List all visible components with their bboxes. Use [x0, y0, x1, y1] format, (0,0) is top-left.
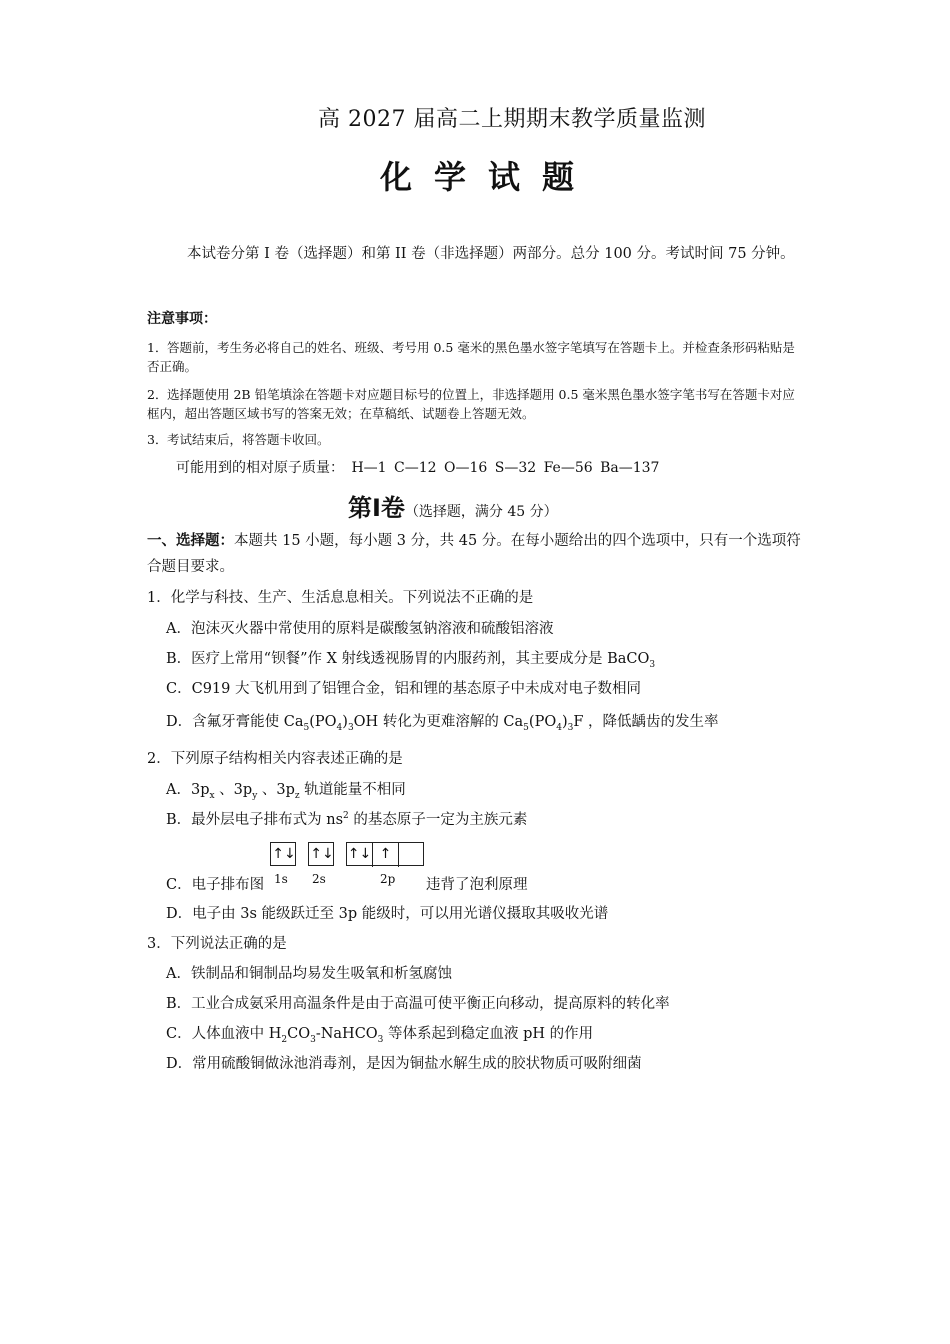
part1-label: 第Ⅰ卷: [348, 494, 405, 522]
q3-stem: 3．下列说法正确的是: [147, 936, 287, 952]
q1-option-b-text: B．医疗上常用“钡餐”作 X 射线透视肠胃的内服药剂，其主要成分是 BaCO: [166, 651, 650, 667]
subscript: y: [252, 790, 258, 801]
q1-option-a: A．泡沫灭火器中常使用的原料是碳酸氢钠溶液和硫酸铝溶液: [166, 621, 554, 637]
formula-part: -NaHCO: [315, 1026, 378, 1042]
orbital-label-2p: 2p: [380, 872, 396, 886]
subscript: 3: [649, 659, 656, 670]
subscript: 3: [567, 722, 574, 733]
notice-item-text: 考试结束后，将答题卡收回。: [167, 432, 330, 447]
q3-option-b: B．工业合成氨采用高温条件是由于高温可使平衡正向移动，提高原料的转化率: [166, 996, 670, 1012]
notice-item: [147, 430, 807, 449]
orbital-label-1s: 1s: [274, 872, 288, 886]
superscript: 2: [343, 811, 349, 822]
q2-option-c: C．电子排布图: [166, 877, 265, 893]
q3-option-c-text: C．人体血液中 H: [166, 1026, 282, 1042]
subscript: 3: [377, 1034, 384, 1045]
subject-title: 化学试题: [380, 158, 597, 196]
orbital-label-2s: 2s: [312, 872, 326, 886]
orbital-box-1s: [270, 842, 296, 866]
formula-part: CO: [287, 1026, 311, 1042]
q1-stem: 1．化学与科技、生产、生活息息相关。下列说法不正确的是: [147, 590, 534, 606]
subscript: 4: [336, 722, 343, 733]
orbital-box-2p: [346, 842, 424, 866]
formula-part: ): [561, 714, 568, 730]
q1-option-d-text: OH 转化为更难溶解的 Ca: [353, 714, 524, 730]
q2-option-a-text: 、3p: [214, 782, 253, 798]
part1-desc: （选择题，满分 45 分）: [404, 504, 558, 520]
notice-item: [147, 338, 807, 376]
q2-stem: 2．下列原子结构相关内容表述正确的是: [147, 751, 403, 767]
notice-item-text: 答题前，考生务必将自己的姓名、班级、考号用 0.5 毫米的黑色墨水签字笔填写在答题卡上。并检查条形码粘贴是否正确。: [147, 340, 795, 374]
subscript: 4: [556, 722, 562, 733]
orbital-cell: [399, 843, 425, 867]
q3-option-a: A．铁制品和铜制品均易发生吸氧和析氢腐蚀: [166, 966, 452, 982]
q2-option-a-text: A．3p: [166, 782, 210, 798]
formula-part: (PO: [528, 714, 557, 730]
section1-instructions: [147, 528, 807, 580]
q3-option-c-text: 等体系起到稳定血液 pH 的作用: [383, 1026, 594, 1042]
orbital-cell: ↑↓: [347, 843, 373, 867]
q2-option-b: [166, 808, 527, 829]
section1-text: 本题共 15 小题，每小题 3 分，共 45 分。在每小题给出的四个选项中，只有一个选项符合题目要求。: [147, 533, 801, 575]
q1-option-d: [166, 710, 719, 733]
orbital-cell: ↑↓: [272, 846, 296, 862]
formula-part: ): [342, 714, 348, 730]
notice-item-number: 2．: [147, 387, 168, 402]
q2-option-a: [166, 778, 406, 801]
part1-heading: [348, 488, 558, 523]
notice-item-text: 选择题使用 2B 铅笔填涂在答题卡对应题目标号的位置上，非选择题用 0.5 毫米黑色墨水签字笔书写在答题卡对应框内，超出答题区域书写的答案无效；在草稿纸、试题卷上答题无效。: [147, 387, 795, 421]
orbital-cell: ↑: [373, 843, 399, 867]
subscript: 5: [303, 722, 310, 733]
notice-item: [147, 385, 807, 423]
q2-option-d: D．电子由 3s 能级跃迁至 3p 能级时，可以用光谱仪摄取其吸收光谱: [166, 906, 609, 922]
notice-item-number: 3．: [147, 432, 168, 447]
atomic-mass-line: 可能用到的相对原子质量： H—1 C—12 O—16 S—32 Fe—56 Ba—137: [176, 460, 660, 476]
exam-title: 高 2027 届高二上期期末教学质量监测: [318, 107, 706, 132]
q3-option-d: D．常用硫酸铜做泳池消毒剂，是因为铜盐水解生成的胶状物质可吸附细菌: [166, 1056, 642, 1072]
subscript: 5: [523, 722, 529, 733]
q2-option-a-text: 轨道能量不相同: [299, 782, 406, 798]
subscript: 3: [347, 722, 354, 733]
formula-part: (PO: [309, 714, 337, 730]
q1-option-d-text: D．含氟牙膏能使 Ca: [166, 714, 304, 730]
orbital-cell: ↑↓: [310, 846, 334, 862]
notice-heading: 注意事项：: [147, 311, 217, 327]
q1-option-b: [166, 647, 655, 670]
notice-item-number: 1．: [147, 340, 168, 355]
q2-option-b-text: B．最外层电子排布式为 ns: [166, 812, 344, 828]
subscript: z: [294, 790, 300, 801]
q1-option-c: C．C919 大飞机用到了铝锂合金，铝和锂的基态原子中未成对电子数相同: [166, 681, 641, 697]
q2-option-b-text: 的基态原子一定为主族元素: [348, 812, 528, 828]
orbital-box-2s: [308, 842, 334, 866]
section1-label: 一、选择题：: [147, 533, 234, 549]
q3-option-c: [166, 1022, 593, 1045]
q1-option-d-text: F ，降低龋齿的发生率: [573, 714, 719, 730]
q2-option-c-end: 违背了泡利原理: [426, 877, 528, 893]
q2-option-a-text: 、3p: [257, 782, 295, 798]
subscript: 2: [281, 1034, 288, 1045]
intro-paragraph: 本试卷分第 I 卷（选择题）和第 II 卷（非选择题）两部分。总分 100 分。考试时间 75 分钟。: [187, 246, 795, 262]
subscript: 3: [310, 1034, 316, 1045]
subscript: x: [209, 790, 215, 801]
